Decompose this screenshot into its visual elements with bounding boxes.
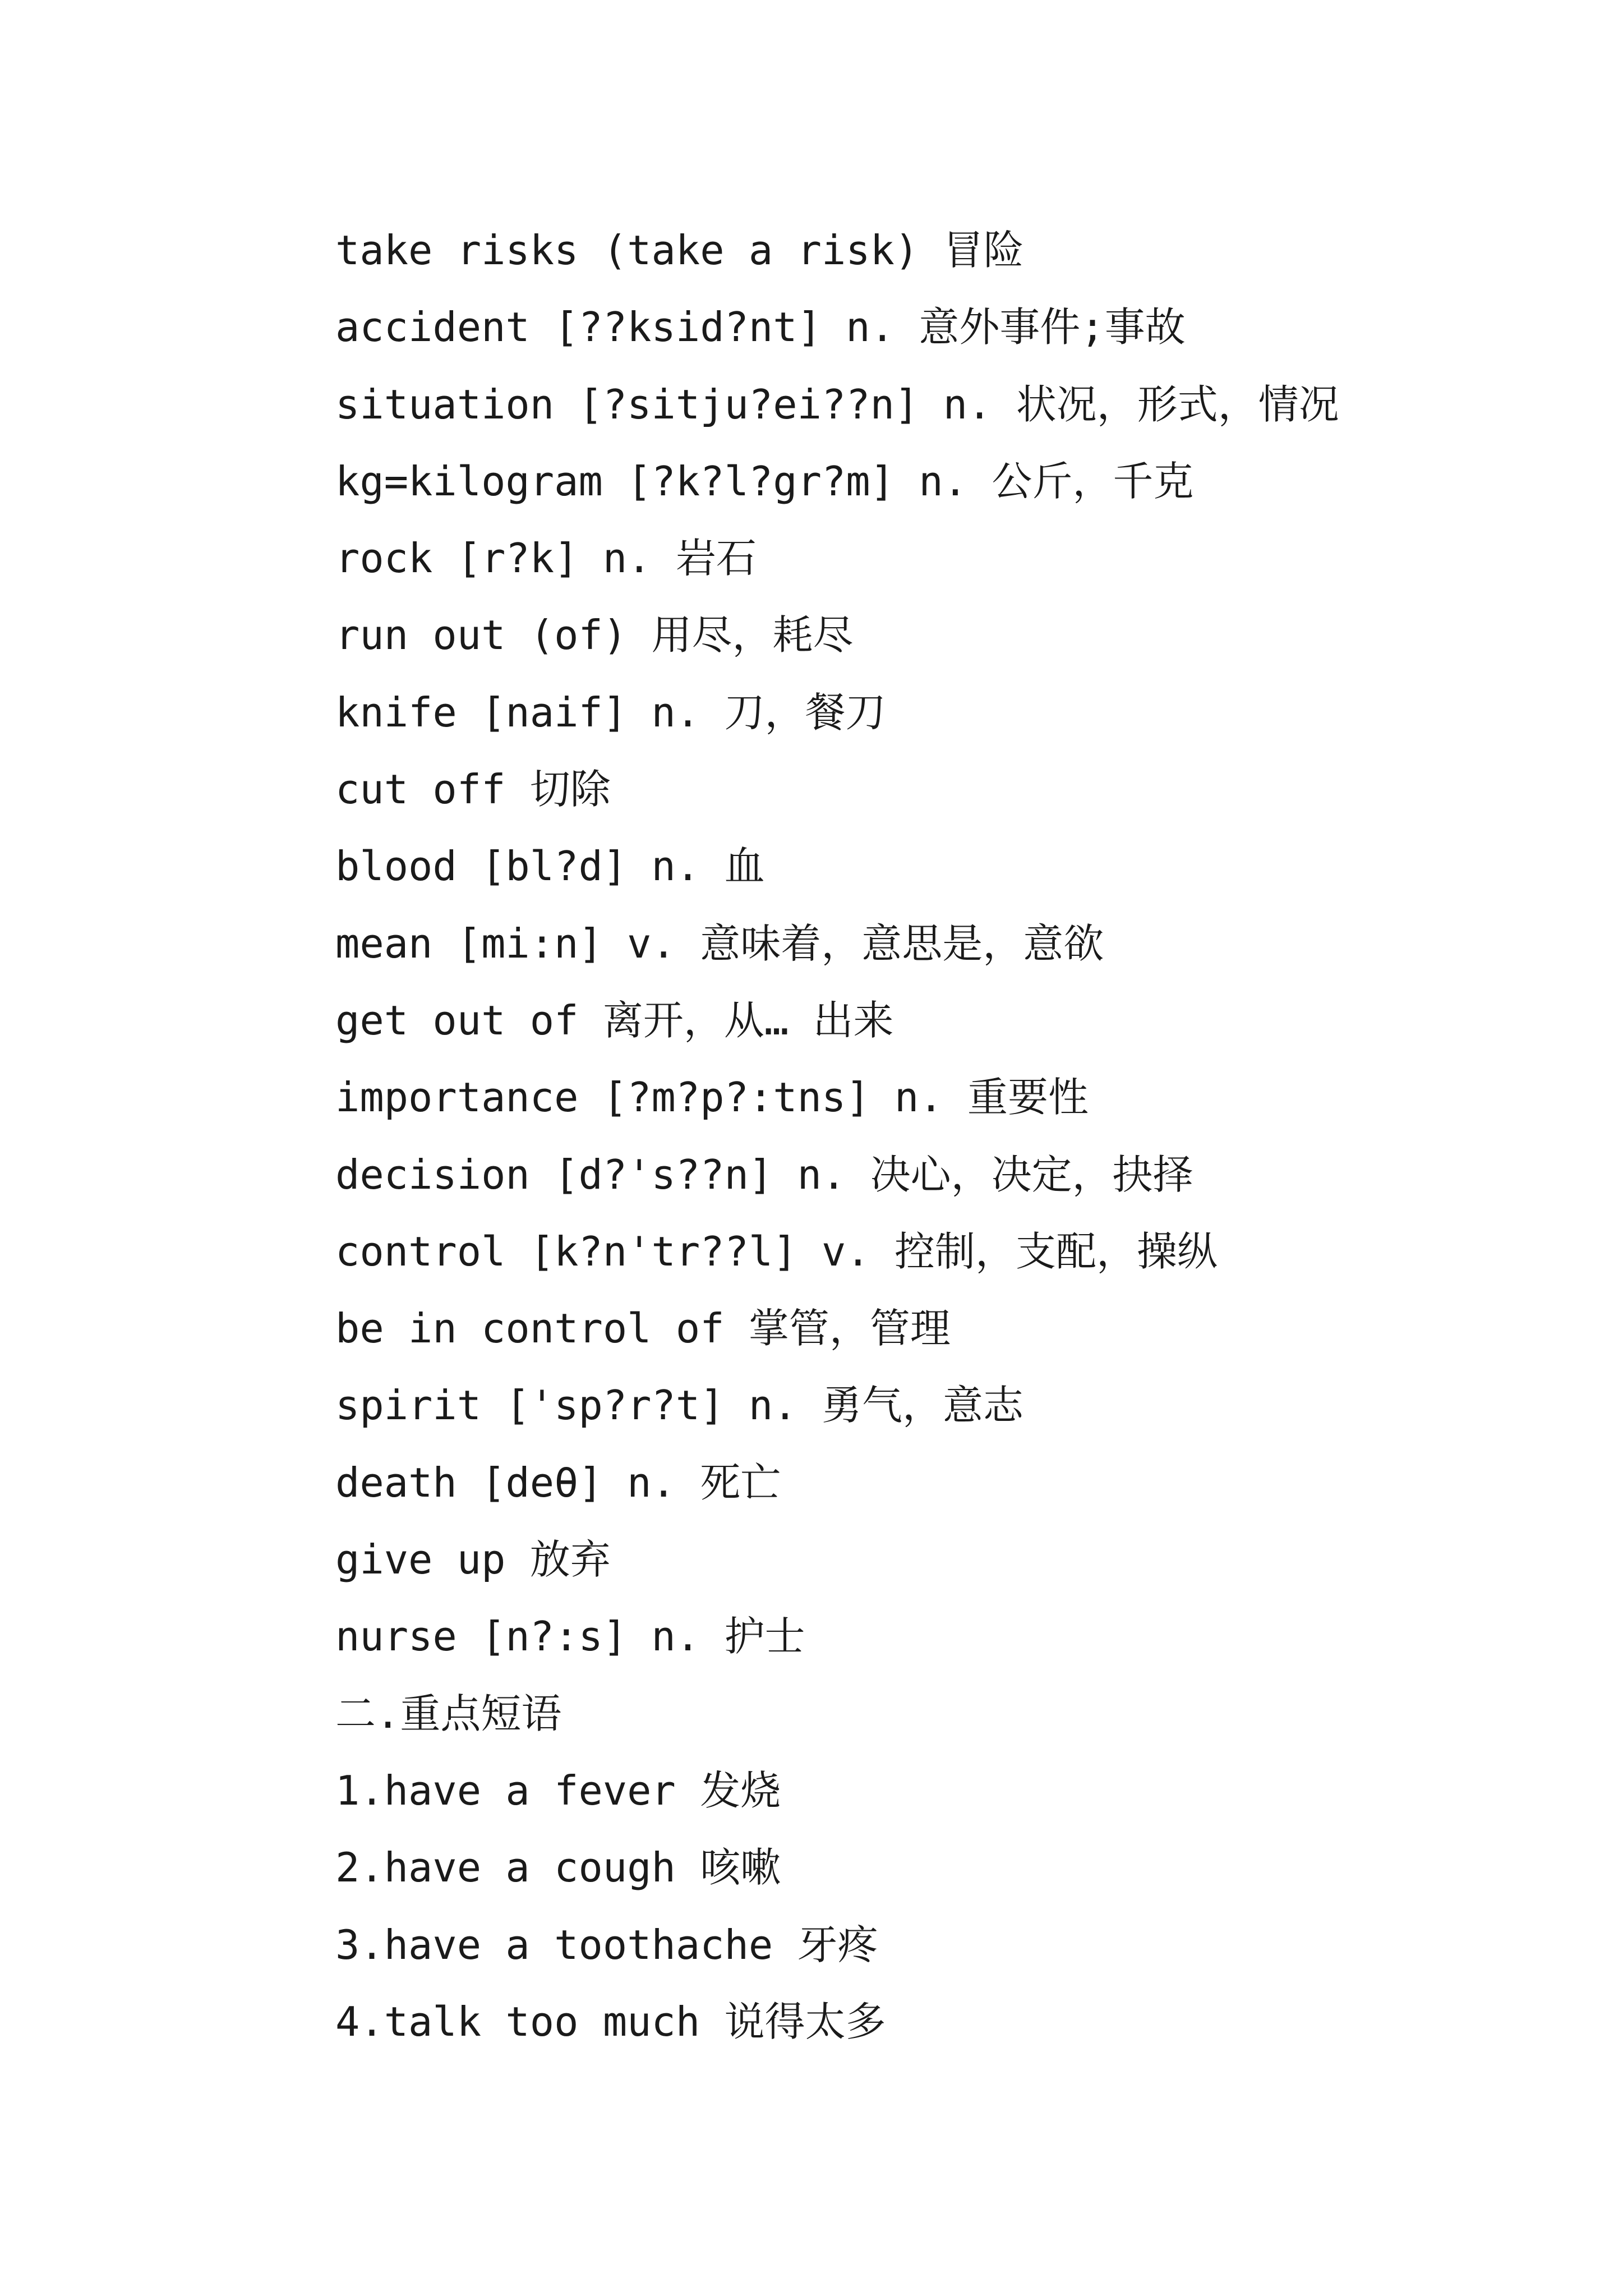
vocab-line: rock [r?k] n. 岩石 bbox=[335, 535, 757, 582]
vocab-line: cut off 切除 bbox=[335, 766, 611, 813]
phrase-line: 1.have a fever 发烧 bbox=[335, 1766, 781, 1814]
vocab-line: get out of 离开，从… 出来 bbox=[335, 996, 894, 1044]
vocab-line: importance [?m?p?:tns] n. 重要性 bbox=[335, 1074, 1089, 1121]
vocab-line: decision [d?'s??n] n. 决心，决定，抉择 bbox=[335, 1151, 1193, 1198]
vocab-line: mean [mi:n] v. 意味着，意思是，意欲 bbox=[335, 919, 1104, 967]
vocab-line: situation [?sitju?ei??n] n. 状况，形式，情况 bbox=[335, 380, 1339, 428]
vocab-line: spirit ['sp?r?t] n. 勇气，意志 bbox=[335, 1382, 1023, 1429]
vocab-line: be in control of 掌管，管理 bbox=[335, 1305, 951, 1352]
vocab-line: control [k?n'tr??l] v. 控制，支配，操纵 bbox=[335, 1227, 1218, 1275]
phrase-line: 4.talk too much 说得太多 bbox=[335, 1998, 886, 2045]
phrase-line: 2.have a cough 咳嗽 bbox=[335, 1844, 781, 1892]
vocabulary-list bbox=[335, 212, 1513, 2060]
vocab-line: accident [??ksid?nt] n. 意外事件;事故 bbox=[335, 303, 1186, 351]
vocab-line: run out (of) 用尽，耗尽 bbox=[335, 611, 854, 659]
section-heading: 二.重点短语 bbox=[335, 1690, 562, 1737]
vocab-line: knife [naif] n. 刀，餐刀 bbox=[335, 688, 886, 736]
vocab-line: kg=kilogram [?k?l?gr?m] n. 公斤，千克 bbox=[335, 457, 1194, 505]
vocab-line: death [deθ] n. 死亡 bbox=[335, 1458, 781, 1506]
vocab-line: give up 放弃 bbox=[335, 1536, 611, 1584]
phrase-line: 3.have a toothache 牙疼 bbox=[335, 1921, 878, 1968]
vocab-line: nurse [n?:s] n. 护士 bbox=[335, 1613, 805, 1660]
vocab-line: take risks (take a risk) 冒险 bbox=[335, 227, 1024, 274]
vocab-line: blood [bl?d] n. 血 bbox=[335, 843, 765, 890]
